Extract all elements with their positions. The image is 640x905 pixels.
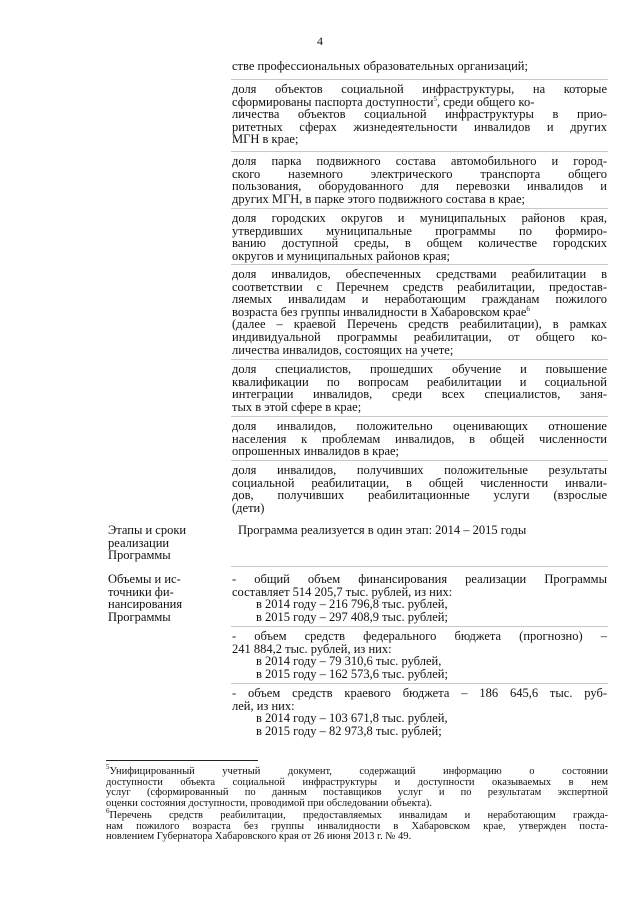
indicator-paragraph [232, 268, 607, 356]
footnote-ref[interactable]: 5 [433, 94, 437, 103]
text-line: квалификации по вопросам реабилитации и социальной [232, 374, 607, 389]
text-line: опрошенных инвалидов в крае; [232, 444, 400, 459]
row-divider [231, 416, 608, 417]
footnote-mark: 6 [106, 807, 110, 815]
stages-value [238, 524, 613, 537]
footnote-ref[interactable]: 6 [526, 304, 530, 313]
footnote-5 [106, 763, 608, 809]
text-line: доля инвалидов, получивших положительные результаты [232, 463, 607, 477]
funding-label [108, 573, 226, 623]
text-line: ванию доступной среды, в общем количестве городских [232, 236, 607, 251]
text-line: оценки состояния доступности, проводимой при обследовании объекта). [106, 797, 433, 809]
label-line: Программы [108, 609, 171, 624]
footnote-separator [106, 760, 258, 761]
text-line: индивидуальной программы реабилитации, от общего ко- [232, 329, 607, 344]
indicator-paragraph [232, 155, 607, 205]
text-line: пользования, оборудованного для перевозки инвалидов и [232, 179, 607, 194]
text-line: других МГН, в парке этого подвижного состава в крае; [232, 191, 526, 206]
label-line: Объемы и ис- [108, 572, 181, 586]
text-line: доля инвалидов, положительно оценивающих отношение [232, 419, 607, 433]
label-line: реализации [108, 535, 170, 550]
text-line: утвердивших муниципальные программы по формиро- [232, 223, 607, 238]
indicator-paragraph [232, 83, 607, 146]
text-line: доля парка подвижного состава автомобильного и город- [232, 154, 607, 168]
row-divider [231, 460, 608, 461]
year-amount: в 2015 году – 297 408,9 тыс. рублей; [256, 609, 448, 624]
year-amount: в 2014 году – 79 310,6 тыс. рублей, [256, 654, 442, 669]
text-line: доля городских округов и муниципальных районов края, [232, 211, 607, 225]
text-line: - объем средств краевого бюджета – 186 645,6 тыс. руб- [232, 686, 607, 700]
label-line: точники фи- [108, 584, 174, 599]
year-amount: в 2015 году – 82 973,8 тыс. рублей; [256, 723, 442, 738]
text-line: доля объектов социальной инфраструктуры, на которые [232, 82, 607, 96]
text-line: тых в этой сфере в крае; [232, 399, 362, 414]
funding-total-block [232, 573, 607, 623]
text-line: социальной реабилитации, в общей численности инвали- [232, 475, 607, 490]
text-line: дов, получивших реабилитационные услуги (взрослые [232, 488, 607, 503]
row-divider [231, 359, 608, 360]
text-line: сформированы паспорта доступности$^5$, среди общего ко- [232, 94, 535, 109]
row-divider [231, 566, 608, 567]
text-line: нам пожилого возраста без группы инвалидности в Хабаровском крае, утвержден поста- [106, 820, 608, 832]
stages-label [108, 524, 226, 562]
text-line: доступности объекта социальной инфраструктуры и доступности оказываемых в нем [106, 776, 608, 788]
row-divider [231, 683, 608, 684]
text-line: стве профессиональных образовательных организаций; [232, 59, 528, 73]
label-line: Программы [108, 548, 171, 563]
text-line: (дети) [232, 500, 265, 515]
text-line: доля инвалидов, обеспеченных средствами реабилитации в [232, 267, 607, 281]
text-line: - общий объем финансирования реализации Программы [232, 572, 607, 586]
text-line: ляемых инвалидам и неработающим гражданам пожилого [232, 292, 607, 307]
text-line: МГН в крае; [232, 132, 299, 147]
label-line: Этапы и сроки [108, 523, 187, 537]
text-line: услуг (сформированный по данным поставщиков услуг и по результатам экспертной [106, 787, 608, 799]
text-line: личества объектов социальной инфраструктуры в прио- [232, 107, 607, 122]
row-divider [231, 626, 608, 627]
text-line: интеграции инвалидов, среди всех специалистов, заня- [232, 387, 607, 402]
funding-federal-block [232, 630, 607, 680]
text-line: личества инвалидов, состоящих на учете; [232, 342, 454, 357]
text-line: 241 884,2 тыс. рублей, из них: [232, 641, 392, 656]
text-line: $^6$Перечень средств реабилитации, предоставляемых инвалидам и неработающим гражда- [106, 807, 608, 821]
text-line: (далее – краевой Перечень средств реабилитации), в рамках [232, 317, 607, 332]
text-line: ритетных сферах жизнедеятельности инвалидов и других [232, 119, 607, 134]
label-line: нансирования [108, 597, 183, 612]
indicator-paragraph [232, 420, 607, 458]
year-amount: в 2015 году – 162 573,6 тыс. рублей; [256, 666, 448, 681]
year-amount: в 2014 году – 103 671,8 тыс. рублей, [256, 711, 448, 726]
row-divider [231, 264, 608, 265]
text-line: округов и муниципальных районов края; [232, 248, 451, 263]
year-amount: в 2014 году – 216 796,8 тыс. рублей, [256, 597, 448, 612]
indicator-paragraph [232, 212, 607, 262]
text-line: - объем средств федерального бюджета (прогнозно) – [232, 629, 607, 643]
text-line: составляет 514 205,7 тыс. рублей, из них: [232, 584, 453, 599]
row-divider [231, 79, 608, 80]
row-divider [231, 208, 608, 209]
funding-regional-block [232, 687, 607, 737]
indicator-paragraph [232, 464, 607, 514]
continuation-paragraph [232, 60, 607, 73]
indicator-paragraph [232, 363, 607, 413]
text-line: лей, из них: [232, 698, 295, 713]
row-divider [231, 151, 608, 152]
text-line: возраста без группы инвалидности в Хабаровском крае$^6$ [232, 304, 530, 319]
text-line: Программа реализуется в один этап: 2014 – 2015 годы [238, 523, 527, 537]
footnote-mark: 5 [106, 763, 110, 771]
text-line: ского наземного электрического транспорта общего [232, 166, 607, 181]
footnote-6 [106, 807, 608, 843]
text-line: доля специалистов, прошедших обучение и повышение [232, 362, 607, 376]
text-line: населения к проблемам инвалидов, в общей численности [232, 431, 607, 446]
text-line: новлением Губернатора Хабаровского края от 26 июня 2013 г. № 49. [106, 831, 412, 843]
text-line: $^5$Унифицированный учетный документ, содержащий информацию о состоянии [106, 763, 608, 777]
text-line: соответствии с Перечнем средств реабилитации, предостав- [232, 279, 607, 294]
page-number: 4 [317, 34, 323, 48]
